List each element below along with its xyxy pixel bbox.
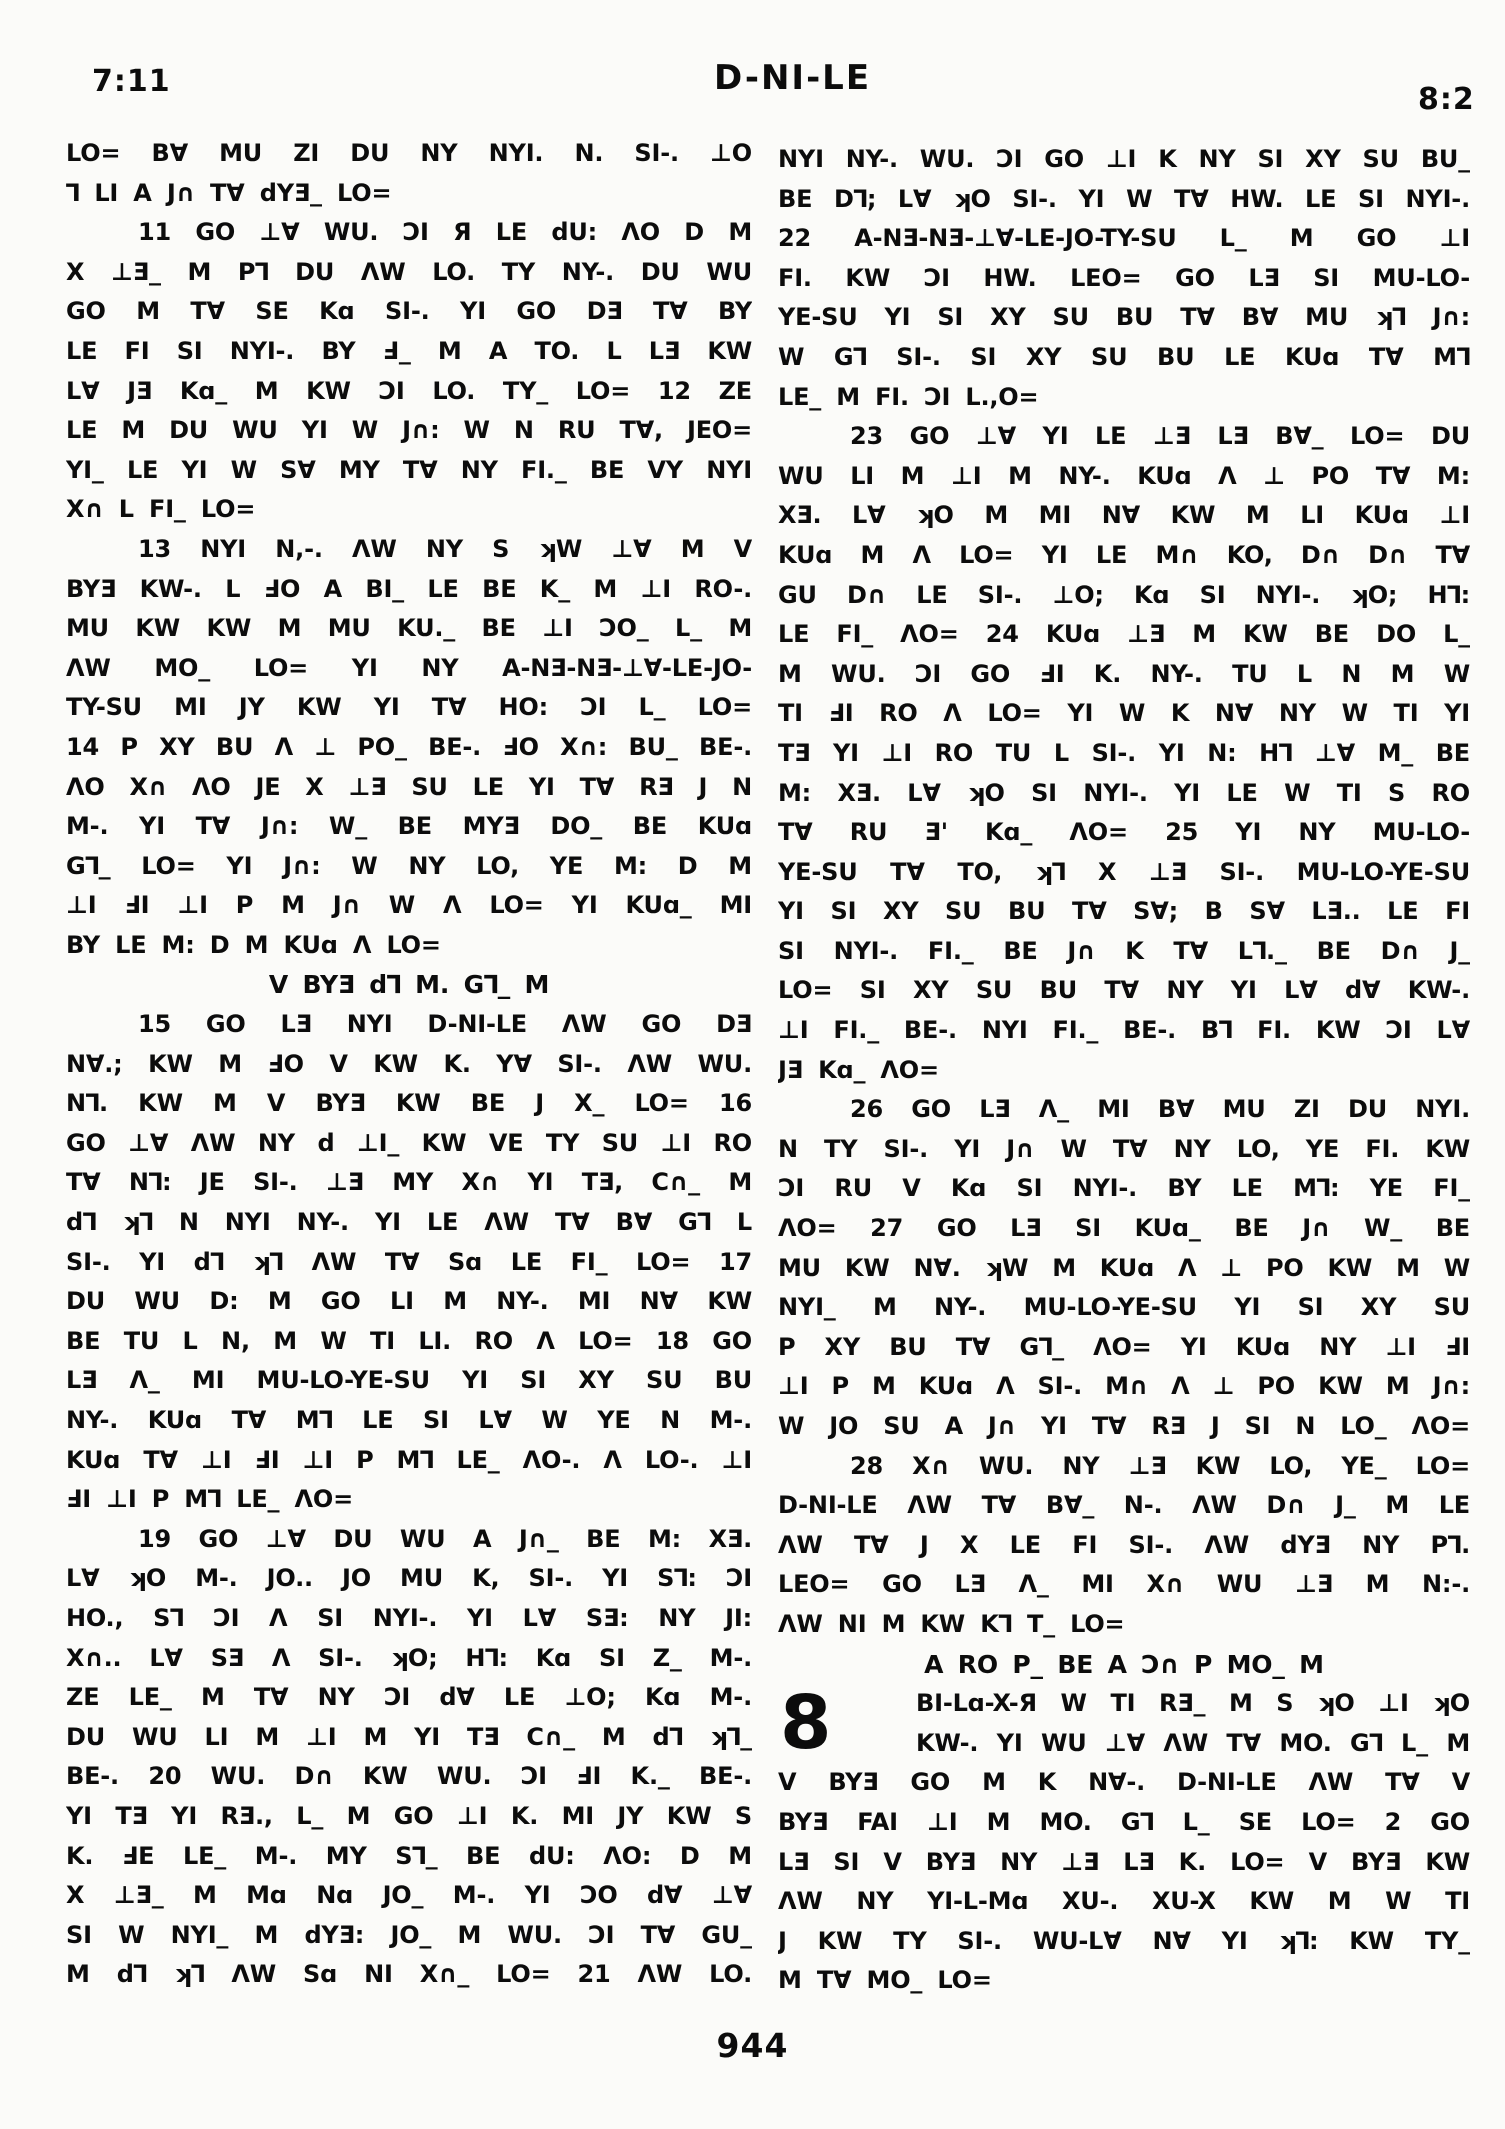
text-line: P XY BU T∀ G⅂_ ΛO= YI KUɑ NY ⊥I ℲI [778,1332,1470,1361]
text-line: LE FI_ ΛO= 24 KUɑ ⊥Ǝ M KW BE DO L_ [778,620,1470,649]
text-line: 28 X∩ WU. NY ⊥Ǝ KW LO, YE_ LO= [850,1451,1470,1480]
text-line: 23 GO ⊥∀ YI LE ⊥Ǝ LƎ B∀_ LO= DU [850,422,1470,451]
text-line: JƎ Kɑ_ ΛO= [778,1055,939,1084]
text-line: 19 GO ⊥∀ DU WU A J∩_ BE M: XƎ. [138,1524,752,1553]
text-line: NY-. KUɑ T∀ M⅂ LE SI L∀ W YE N M-. [66,1406,752,1434]
text-line: LE FI SI NYI-. BY Ⅎ_ M A TO. L LƎ KW [66,336,752,365]
text-line: ⊥I ℲI ⊥I P M J∩ W Λ LO= YI KUɑ_ MI [66,891,752,920]
text-line: LO= B∀ MU ZI DU NY NYI. N. SI-. ⊥O [66,139,752,167]
text-line: N TY SI-. YI J∩ W T∀ NY LO, YE FI. KW [778,1134,1470,1163]
text-line: J KW TY SI-. WU-L∀ N∀ YI ʞ⅂: KW TY_ [778,1926,1470,1955]
text-line: YI_ LE YI W S∀ MY T∀ NY FI._ BE VY NYI [66,455,752,484]
text-line: W G⅂ SI-. SI XY SU BU LE KUɑ T∀ M⅂ [778,342,1470,371]
text-line: W JO SU A J∩ YI T∀ RƎ J SI N LO_ ΛO= [778,1412,1470,1440]
text-line: BY LE M: D M KUɑ Λ LO= [66,930,441,959]
text-line: FI. KW ƆI HW. LEO= GO LƎ SI MU-LO- [778,263,1470,292]
text-line: L∀ ʞO M-. JO.. JO MU K, SI-. YI S⅂: ƆI [66,1564,752,1593]
text-line: M: XƎ. L∀ ʞO SI NYI-. YI LE W TI S RO [778,778,1470,807]
text-line: 15 GO LƎ NYI D-NI-LE ΛW GO DƎ [138,1010,752,1039]
text-line: NYI NY-. WU. ƆI GO ⊥I K NY SI XY SU BU_ [778,145,1470,173]
text-line: 22 A-NƎ-NƎ-⊥∀-LE-JO-TY-SU L_ M GO ⊥I [778,224,1470,253]
text-line: ℲI ⊥I P M⅂ LE_ ΛO= [66,1485,353,1514]
text-line: 14 P XY BU Λ ⊥ PO_ BE-. ℲO X∩: BU_ BE-. [66,732,752,761]
running-title: D-NI-LE [714,58,872,98]
text-line: TƎ YI ⊥I RO TU L SI-. YI N: H⅂ ⊥∀ M_ BE [778,738,1470,767]
text-line: d⅂ ʞ⅂ N NYI NY-. YI LE ΛW T∀ B∀ G⅂ L [66,1208,752,1237]
text-line: DU WU LI M ⊥I M YI TƎ C∩_ M d⅂ ʞ⅂_ [66,1722,752,1751]
text-line: GO ⊥∀ ΛW NY d ⊥I_ KW VE TY SU ⊥I RO [66,1128,752,1157]
text-line: M-. YI T∀ J∩: W_ BE MYƎ DO_ BE KUɑ [66,812,752,841]
text-line: D-NI-LE ΛW T∀ B∀_ N-. ΛW D∩ J_ M LE [778,1491,1470,1520]
text-line: SI W NYI_ M dYƎ: JO_ M WU. ƆI T∀ GU_ [66,1920,752,1949]
text-line: G⅂_ LO= YI J∩: W NY LO, YE M: D M [66,851,752,880]
text-line: YE-SU YI SI XY SU BU T∀ B∀ MU ʞ⅂ J∩: [778,303,1470,332]
text-line: L∀ JƎ Kɑ_ M KW ƆI LO. TY_ LO= 12 ZE [66,376,752,405]
text-line: KUɑ M Λ LO= YI LE M∩ KO, D∩ D∩ T∀ [778,540,1470,569]
text-line: BE D⅂; L∀ ʞO SI-. YI W T∀ HW. LE SI NYI-. [778,184,1470,213]
text-line: LƎ SI V BYƎ NY ⊥Ǝ LƎ K. LO= V BYƎ KW [778,1847,1470,1876]
header-verse-ref-left: 7:11 [92,64,171,99]
text-line: T∀ RU Ǝ' Kɑ_ ΛO= 25 YI NY MU-LO- [778,818,1470,847]
text-line: N⅂. KW M V BYƎ KW BE J X_ LO= 16 [66,1089,752,1118]
text-line: DU WU D: M GO LI M NY-. MI N∀ KW [66,1287,752,1316]
text-line: M WU. ƆI GO ℲI K. NY-. TU L N M W [778,659,1470,688]
text-line: M d⅂ ʞ⅂ ΛW Sɑ NI X∩_ LO= 21 ΛW LO. [66,1960,752,1989]
text-line: ΛW NY YI-L-Mɑ XU-. XU-X KW M W TI [778,1887,1470,1916]
page-number: 944 [716,2026,789,2065]
text-line: BYƎ KW-. L ℲO A BI_ LE BE K_ M ⊥I RO-. [66,574,752,603]
text-line: V BYƎ GO M K N∀-. D-NI-LE ΛW T∀ V [778,1768,1470,1797]
text-line: GO M T∀ SE Kɑ SI-. YI GO DƎ T∀ BY [66,297,752,326]
text-line: TY-SU MI JY KW YI T∀ HO: ƆI L_ LO= [66,693,752,722]
text-line: TI ℲI RO Λ LO= YI W K N∀ NY W TI YI [778,699,1470,728]
text-line: YI SI XY SU BU T∀ S∀; B S∀ LƎ.. LE FI [778,897,1470,926]
text-line: M T∀ MO_ LO= [778,1966,992,1995]
text-line: NYI_ M NY-. MU-LO-YE-SU YI SI XY SU [778,1293,1470,1322]
text-line: BYƎ FAI ⊥I M MO. G⅂ L_ SE LO= 2 GO [778,1807,1470,1836]
text-line: 11 GO ⊥∀ WU. ƆI Я LE dU: ΛO D M [138,218,752,247]
text-line: WU LI M ⊥I M NY-. KUɑ Λ ⊥ PO T∀ M: [778,461,1470,490]
text-line: 26 GO LƎ Λ_ MI B∀ MU ZI DU NYI. [850,1095,1470,1124]
text-line: T∀ N⅂: JE SI-. ⊥Ǝ MY X∩ YI TƎ, C∩_ M [66,1168,752,1197]
text-line: YE-SU T∀ TO, ʞ⅂ X ⊥Ǝ SI-. MU-LO-YE-SU [778,857,1470,886]
text-line: HO., S⅂ ƆI Λ SI NYI-. YI L∀ SƎ: NY JI: [66,1603,752,1632]
chapter-number-drop-cap: 8 [780,1680,832,1767]
text-line: MU KW N∀. ʞW M KUɑ Λ ⊥ PO KW M W [778,1253,1470,1282]
header-verse-ref-right: 8:2 [1418,82,1475,117]
text-line: ⊥I FI._ BE-. NYI FI._ BE-. B⅂ FI. KW ƆI L∀ [778,1016,1470,1045]
text-line: XƎ. L∀ ʞO M MI N∀ KW M LI KUɑ ⊥I [778,501,1470,530]
text-line: LE_ M FI. ƆI L.,O= [778,382,1039,411]
text-line: BE-. 20 WU. D∩ KW WU. ƆI ℲI K._ BE-. [66,1762,752,1791]
text-line: SI NYI-. FI._ BE J∩ K T∀ L⅂._ BE D∩ J_ [778,936,1470,965]
text-line: LƎ Λ_ MI MU-LO-YE-SU YI SI XY SU BU [66,1366,752,1395]
text-column-right [778,140,1470,2001]
text-line: ⊥I P M KUɑ Λ SI-. M∩ Λ ⊥ PO KW M J∩: [778,1372,1470,1401]
text-line: YI TƎ YI RƎ., L_ M GO ⊥I K. MI JY KW S [66,1801,752,1830]
text-line: N∀.; KW M ℲO V KW K. Y∀ SI-. ΛW WU. [66,1049,752,1078]
text-line: X∩.. L∀ SƎ Λ SI-. ʞO; H⅂: Kɑ SI Z_ M-. [66,1643,752,1672]
text-line: ⅂ LI A J∩ T∀ dYƎ_ LO= [66,178,392,207]
text-line: KUɑ T∀ ⊥I ℲI ⊥I P M⅂ LE_ ΛO-. Λ LO-. ⊥I [66,1445,752,1474]
text-line: LEO= GO LƎ Λ_ MI X∩ WU ⊥Ǝ M N:-. [778,1570,1470,1599]
text-line: 8 BI-Lɑ-X-Я W TI RƎ_ M S ʞO ⊥I ʞO [780,1680,1470,1767]
text-line: KW-. YI WU ⊥∀ ΛW T∀ MO. G⅂ L_ M [916,1728,1470,1757]
text-line: K. ℲE LE_ M-. MY S⅂_ BE dU: ΛO: D M [66,1841,752,1870]
text-line: ΛO X∩ ΛO JE X ⊥Ǝ SU LE YI T∀ RƎ J N [66,772,752,801]
text-line: GU D∩ LE SI-. ⊥O; Kɑ SI NYI-. ʞO; H⅂: [778,580,1470,609]
text-column-left [66,134,752,1995]
text-line: SI-. YI d⅂ ʞ⅂ ΛW T∀ Sɑ LE FI_ LO= 17 [66,1247,752,1276]
text-line: ΛO= 27 GO LƎ SI KUɑ_ BE J∩ W_ BE [778,1214,1470,1243]
text-line: X ⊥Ǝ_ M P⅂ DU ΛW LO. TY NY-. DU WU [66,257,752,286]
text-line: ZE LE_ M T∀ NY ƆI d∀ LE ⊥O; Kɑ M-. [66,1683,752,1712]
text-line: ƆI RU V Kɑ SI NYI-. BY LE M⅂: YE FI_ [778,1174,1470,1203]
text-line: BE TU L N, M W TI LI. RO Λ LO= 18 GO [66,1326,752,1355]
text-line: X ⊥Ǝ_ M Mɑ Nɑ JO_ M-. YI ƆO d∀ ⊥∀ [66,1881,752,1910]
text-line: LO= SI XY SU BU T∀ NY YI L∀ d∀ KW-. [778,976,1470,1005]
section-heading: A RO P_ BE A Ɔ∩ P MO_ M [924,1649,1324,1679]
text-line: 13 NYI N,-. ΛW NY S ʞW ⊥∀ M V [138,534,752,563]
text-line: MU KW KW M MU KU._ BE ⊥I ƆO_ L_ M [66,614,752,643]
text-line: ΛW NI M KW K⅂ T_ LO= [778,1609,1125,1638]
section-heading: V BYƎ d⅂ M. G⅂_ M [268,970,550,1000]
text-line: LE M DU WU YI W J∩: W N RU T∀, JEO= [66,416,752,445]
text-line: ΛW T∀ J X LE FI SI-. ΛW dYƎ NY P⅂. [778,1530,1470,1559]
text-line: ΛW MO_ LO= YI NY A-NƎ-NƎ-⊥∀-LE-JO- [66,653,752,682]
text-line: X∩ L FI_ LO= [66,495,256,524]
